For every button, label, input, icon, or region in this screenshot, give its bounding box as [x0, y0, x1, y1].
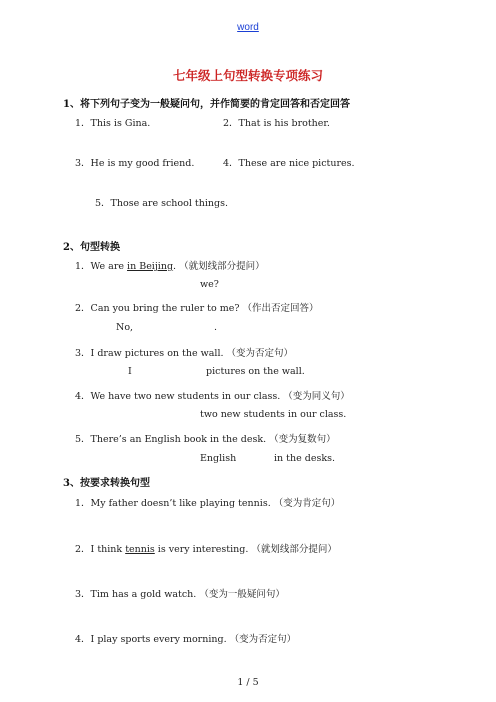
s2-answer-4: two new students in our class.: [200, 409, 347, 420]
s3-q2-underlined: tennis: [125, 544, 155, 555]
section3-heading: 3、按要求转换句型: [63, 478, 150, 489]
s1-item-1: 1．This is Gina.: [75, 118, 151, 129]
page-title: 七年级上句型转换专项练习: [172, 68, 323, 83]
s3-question-3: 3．Tim has a gold watch. （变为一般疑问句）: [75, 589, 285, 600]
s1-item-4: 4．These are nice pictures.: [223, 158, 355, 169]
s2-q1-post: . （就划线部分提问）: [173, 261, 265, 272]
s2-question-2: 2．Can you bring the ruler to me? （作出否定回答）: [75, 303, 319, 314]
section1-heading: 1、将下列句子变为一般疑问句，并作简要的肯定回答和否定回答: [63, 99, 350, 110]
s2-question-1: [75, 258, 265, 272]
s3-question-4: 4．I play sports every morning. （变为否定句）: [75, 634, 297, 645]
header-word-link[interactable]: word: [237, 22, 259, 33]
s2-answer-2a: No,: [116, 322, 134, 333]
s3-q2-pre: 2．I think: [75, 544, 126, 555]
s3-q2-post: is very interesting. （就划线部分提问）: [154, 544, 337, 555]
s3-question-1: 1．My father doesn’t like playing tennis. （变为肯定句）: [75, 498, 341, 509]
s2-answer-5b: in the desks.: [274, 453, 335, 464]
s2-answer-1: we?: [200, 279, 219, 290]
s2-answer-2b: .: [214, 322, 218, 333]
s2-answer-5a: English: [200, 453, 237, 464]
page-number: 1 / 5: [237, 677, 259, 688]
s1-item-2: 2．That is his brother.: [223, 118, 330, 129]
s2-q1-pre: 1．We are: [75, 261, 128, 272]
s3-question-2: [75, 541, 337, 555]
s2-answer-3a: I: [128, 366, 132, 377]
s1-item-5: 5．Those are school things.: [95, 198, 228, 209]
section2-heading: 2、句型转换: [63, 242, 120, 253]
s2-q1-underlined: in Beijing: [127, 261, 174, 272]
s1-item-3: 3．He is my good friend.: [75, 158, 195, 169]
s2-question-5: 5．There’s an English book in the desk. （变为复数句）: [75, 434, 336, 445]
s2-answer-3b: pictures on the wall.: [206, 366, 305, 377]
s2-question-4: 4．We have two new students in our class. （变为同义句）: [75, 391, 350, 402]
s2-question-3: 3．I draw pictures on the wall. （变为否定句）: [75, 348, 294, 359]
